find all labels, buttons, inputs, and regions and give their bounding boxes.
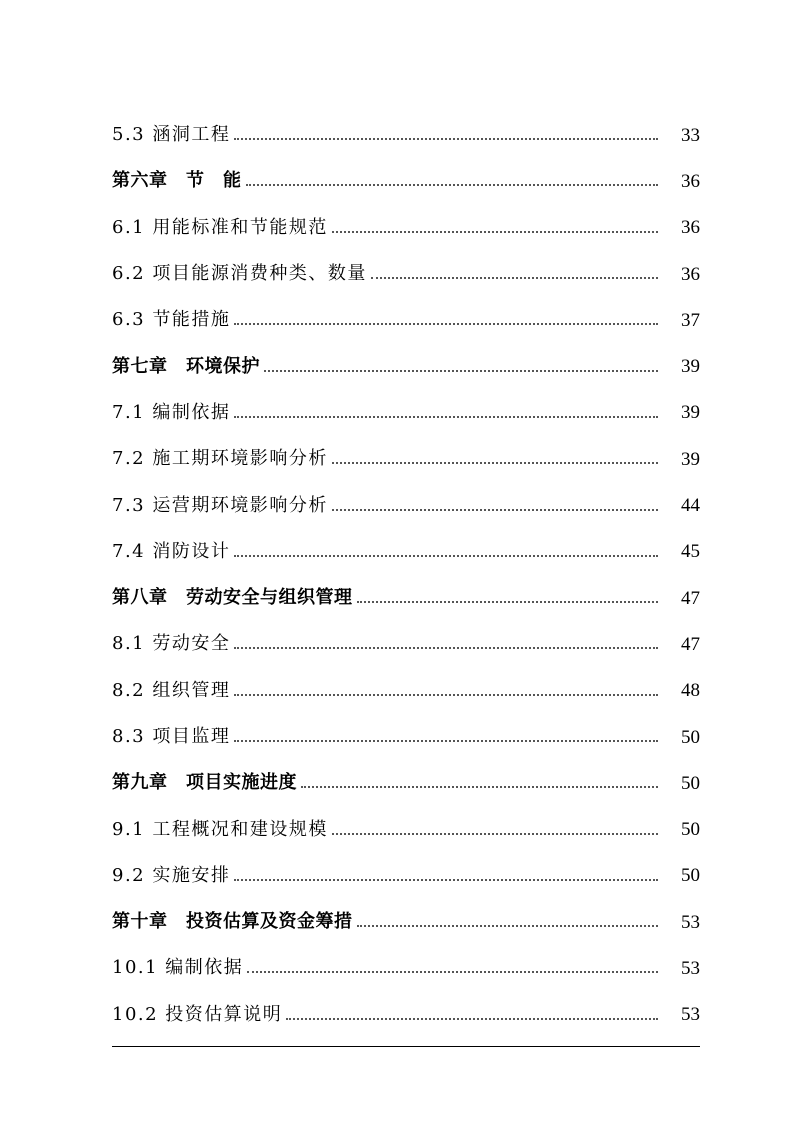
toc-entry[interactable] bbox=[112, 251, 700, 297]
toc-entry[interactable] bbox=[112, 714, 700, 760]
toc-chapter-entry[interactable] bbox=[112, 575, 700, 621]
toc-entry-page: 53 bbox=[681, 911, 700, 933]
footer-divider-line bbox=[112, 1046, 700, 1047]
toc-chapter-entry[interactable] bbox=[112, 158, 700, 204]
table-of-contents bbox=[112, 112, 700, 1038]
toc-entry-title: 9.1 工程概况和建设规模 bbox=[112, 818, 328, 840]
toc-entry-title: 7.3 运营期环境影响分析 bbox=[112, 494, 328, 516]
toc-entry-page: 36 bbox=[681, 217, 700, 239]
toc-leader-dots bbox=[234, 555, 658, 557]
toc-chapter-title: 第九章 项目实施进度 bbox=[112, 772, 297, 794]
toc-entry-title: 6.3 节能措施 bbox=[112, 309, 231, 331]
toc-entry-title: 9.2 实施安排 bbox=[112, 864, 231, 886]
toc-leader-dots bbox=[246, 184, 659, 186]
toc-entry-page: 33 bbox=[681, 124, 700, 146]
toc-entry[interactable] bbox=[112, 806, 700, 852]
toc-leader-dots bbox=[234, 323, 658, 325]
toc-entry[interactable] bbox=[112, 992, 700, 1038]
toc-entry-page: 47 bbox=[681, 587, 700, 609]
toc-entry-title: 10.2 投资估算说明 bbox=[112, 1003, 283, 1025]
toc-entry-title: 7.4 消防设计 bbox=[112, 540, 231, 562]
toc-entry-page: 39 bbox=[681, 402, 700, 424]
toc-leader-dots bbox=[234, 138, 658, 140]
toc-leader-dots bbox=[357, 925, 659, 927]
toc-chapter-title: 第十章 投资估算及资金筹措 bbox=[112, 911, 353, 933]
toc-entry[interactable] bbox=[112, 205, 700, 251]
toc-leader-dots bbox=[357, 601, 659, 603]
toc-entry-page: 36 bbox=[681, 170, 700, 192]
toc-leader-dots bbox=[332, 833, 658, 835]
toc-entry-page: 44 bbox=[681, 495, 700, 517]
toc-entry-title: 5.3 涵洞工程 bbox=[112, 124, 231, 146]
toc-entry-page: 53 bbox=[681, 957, 700, 979]
toc-leader-dots bbox=[332, 462, 658, 464]
toc-chapter-entry[interactable] bbox=[112, 899, 700, 945]
toc-entry-page: 53 bbox=[681, 1004, 700, 1026]
toc-entry-page: 50 bbox=[681, 865, 700, 887]
toc-leader-dots bbox=[234, 416, 658, 418]
toc-entry-title: 8.1 劳动安全 bbox=[112, 633, 231, 655]
toc-chapter-title: 第六章 节 能 bbox=[112, 170, 242, 192]
toc-leader-dots bbox=[234, 879, 658, 881]
toc-entry-page: 39 bbox=[681, 356, 700, 378]
toc-leader-dots bbox=[234, 647, 658, 649]
toc-chapter-entry[interactable] bbox=[112, 343, 700, 389]
toc-entry[interactable] bbox=[112, 482, 700, 528]
toc-leader-dots bbox=[332, 509, 658, 511]
toc-entry-title: 8.3 项目监理 bbox=[112, 726, 231, 747]
toc-entry-page: 50 bbox=[681, 819, 700, 841]
toc-entry[interactable] bbox=[112, 945, 700, 991]
toc-entry-title: 10.1 编制依据 bbox=[112, 957, 244, 979]
toc-entry[interactable] bbox=[112, 297, 700, 343]
toc-entry-page: 48 bbox=[681, 680, 700, 702]
toc-entry-page: 50 bbox=[681, 726, 700, 748]
toc-leader-dots bbox=[332, 231, 658, 233]
toc-entry[interactable] bbox=[112, 529, 700, 575]
toc-leader-dots bbox=[247, 971, 658, 973]
toc-entry[interactable] bbox=[112, 621, 700, 667]
toc-leader-dots bbox=[286, 1018, 658, 1020]
toc-entry-page: 45 bbox=[681, 541, 700, 563]
toc-entry-title: 8.2 组织管理 bbox=[112, 679, 231, 701]
toc-entry[interactable] bbox=[112, 668, 700, 714]
toc-leader-dots bbox=[301, 786, 658, 788]
toc-entry[interactable] bbox=[112, 390, 700, 436]
toc-entry-title: 7.1 编制依据 bbox=[112, 401, 231, 423]
toc-entry-page: 36 bbox=[681, 263, 700, 285]
toc-leader-dots bbox=[234, 740, 658, 742]
toc-chapter-title: 第八章 劳动安全与组织管理 bbox=[112, 587, 353, 609]
toc-leader-dots bbox=[234, 694, 658, 696]
toc-entry[interactable] bbox=[112, 112, 700, 158]
toc-entry[interactable] bbox=[112, 436, 700, 482]
toc-chapter-entry[interactable] bbox=[112, 760, 700, 806]
toc-entry-title: 6.2 项目能源消费种类、数量 bbox=[112, 263, 367, 285]
toc-leader-dots bbox=[371, 277, 658, 279]
toc-entry-page: 50 bbox=[681, 772, 700, 794]
toc-entry-page: 39 bbox=[681, 448, 700, 470]
toc-chapter-title: 第七章 环境保护 bbox=[112, 355, 260, 377]
toc-entry-page: 37 bbox=[681, 309, 700, 331]
toc-leader-dots bbox=[264, 370, 658, 372]
toc-entry-page: 47 bbox=[681, 633, 700, 655]
toc-entry-title: 7.2 施工期环境影响分析 bbox=[112, 448, 328, 470]
toc-entry-title: 6.1 用能标准和节能规范 bbox=[112, 216, 328, 238]
toc-entry[interactable] bbox=[112, 853, 700, 899]
